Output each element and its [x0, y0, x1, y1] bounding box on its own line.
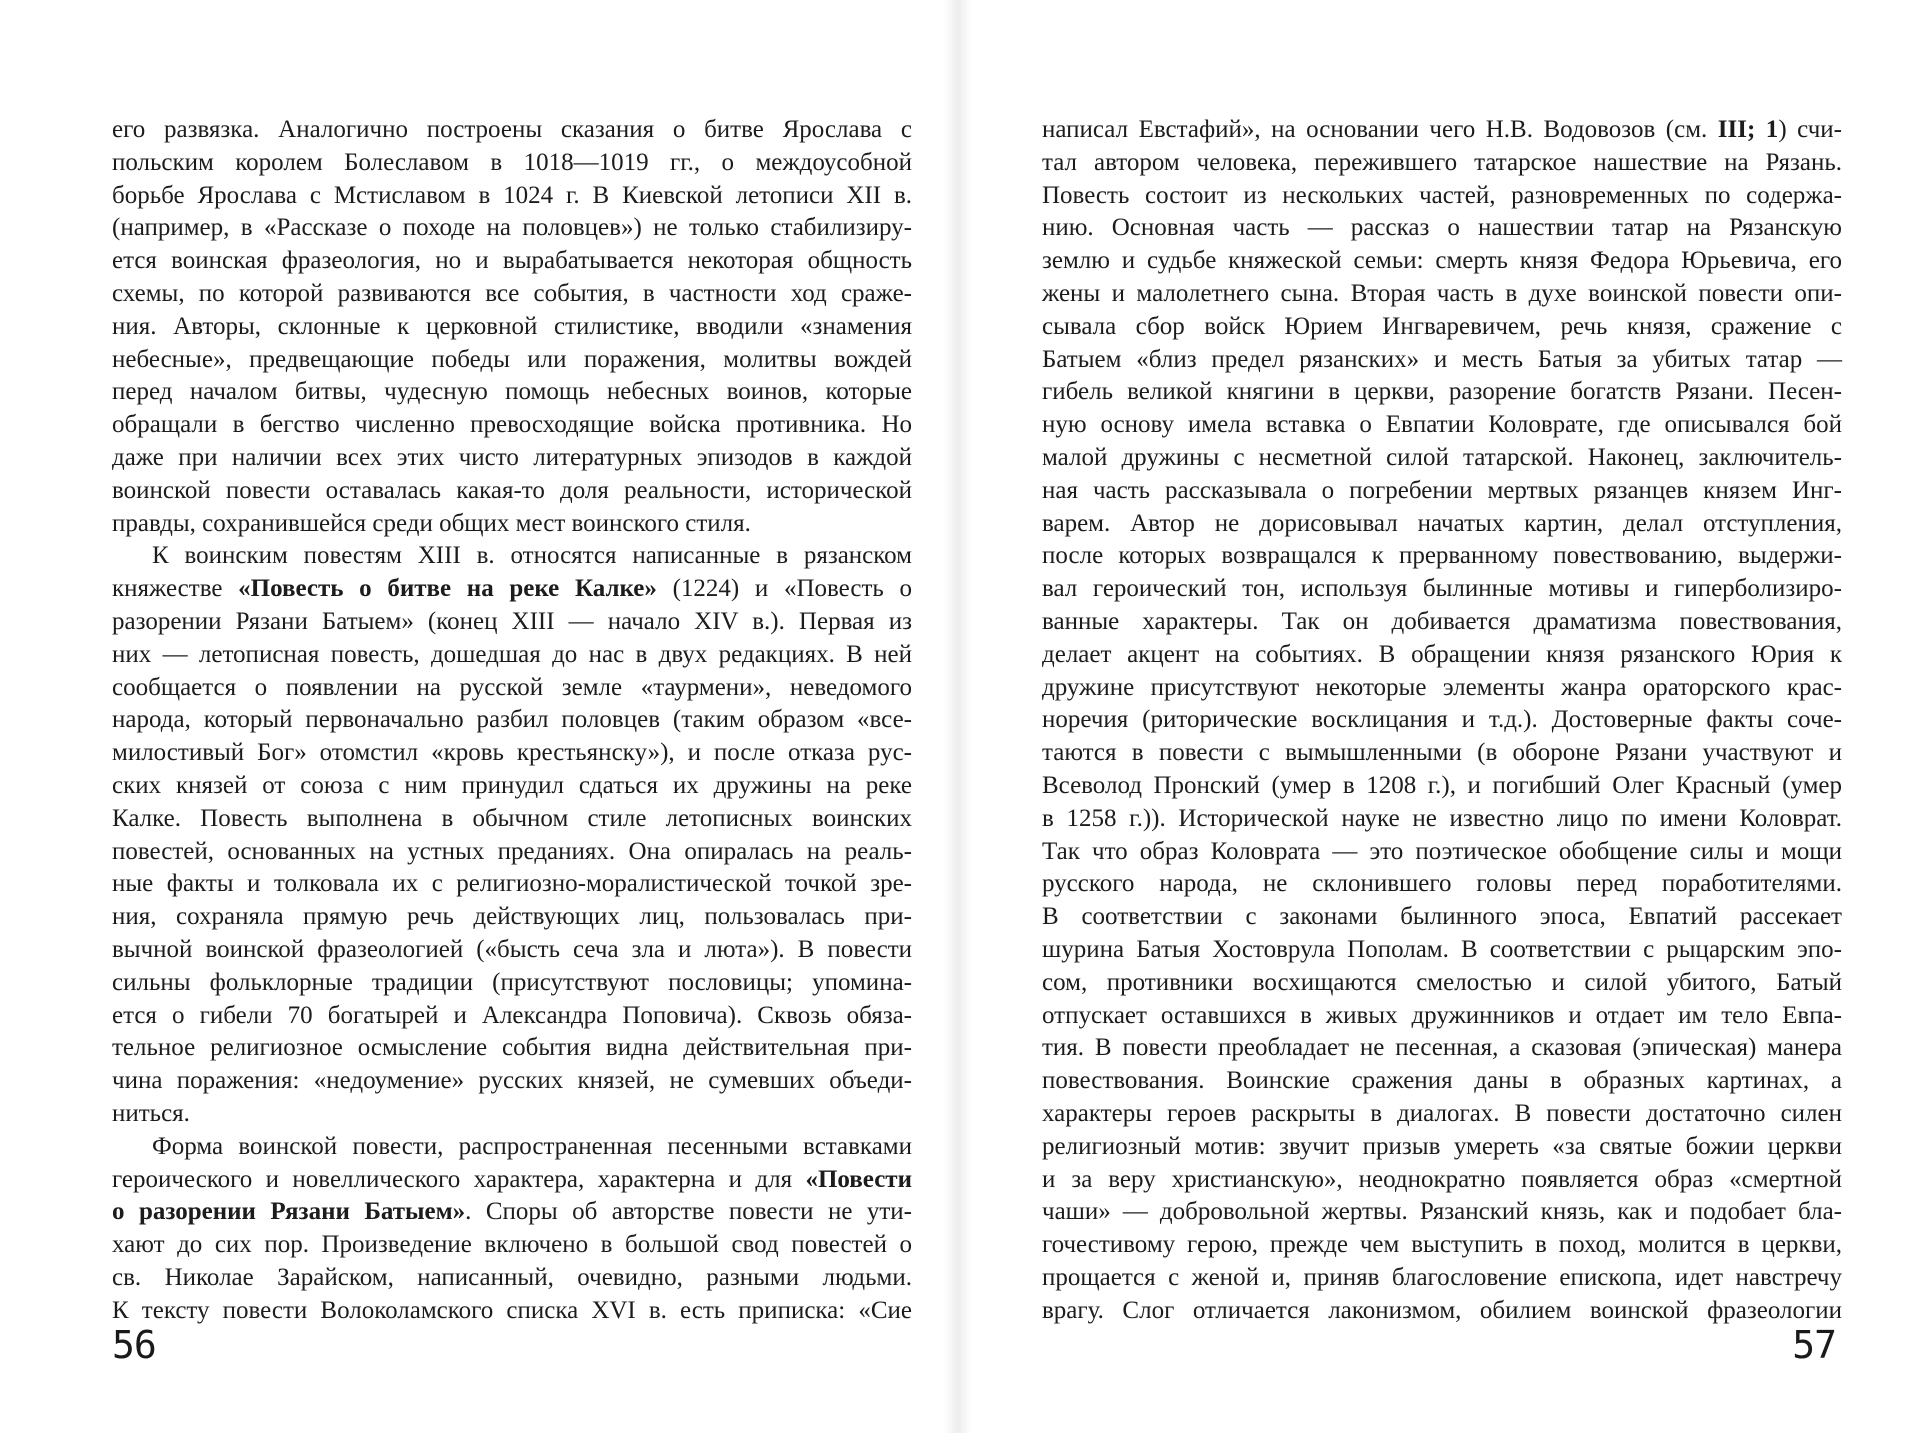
right-page-text: [1042, 114, 1842, 1327]
text-line: [1042, 475, 1842, 508]
text-run: вал героический тон, используя былинные мотивы и гиперболизиро-: [1042, 575, 1842, 603]
text-run: дружине присутствуют некоторые элементы жанра ораторского крас-: [1042, 673, 1842, 701]
text-run: делает акцент на событиях. В обращении князя рязанского Юрия к: [1042, 640, 1842, 668]
text-line: [1042, 1295, 1842, 1328]
text-line: [112, 508, 912, 541]
text-run: ских князей от союза с ним принудил сдаться их дружины на реке: [112, 771, 912, 799]
text-line: [112, 344, 912, 377]
text-run: землю и судьбе княжеской семьи: смерть князя Федора Юрьевича, его: [1042, 247, 1842, 275]
text-line: [1042, 212, 1842, 245]
text-run: милостивый Бог» отомстил «кровь крестьянску»), и после отказа рус-: [112, 739, 912, 767]
text-line: [112, 475, 912, 508]
text-run: ная часть рассказывала о погребении мертвых рязанцев князем Инг-: [1042, 476, 1842, 504]
text-line: [1042, 573, 1842, 606]
text-line: [1042, 704, 1842, 737]
text-run: чаши» — добровольной жертвы. Рязанский князь, как и подобает бла-: [1042, 1198, 1842, 1226]
text-line: [1042, 606, 1842, 639]
text-line: [1042, 376, 1842, 409]
text-run: Всеволод Пронский (умер в 1208 г.), и погибший Олег Красный (умер: [1042, 771, 1842, 799]
text-run: разорении Рязани Батыем» (конец XIII — начало XIV в.). Первая из: [112, 607, 912, 635]
text-run: воинской повести оставалась какая-то доля реальности, исторической: [112, 476, 912, 504]
paragraph: [112, 1131, 912, 1328]
text-run: шурина Батыя Хостоврула Пополам. В соответствии с рыцарским эпо-: [1042, 935, 1842, 963]
text-run: Калке. Повесть выполнена в обычном стиле летописных воинских: [112, 804, 912, 832]
right-page: [958, 0, 1917, 1433]
text-run: прощается с женой и, приняв благословение епископа, идет навстречу: [1042, 1263, 1842, 1291]
text-run: сом, противники восхищаются смелостью и силой убитого, Батый: [1042, 968, 1842, 996]
text-run: характеры героев раскрыты в диалогах. В повести достаточно силен: [1042, 1099, 1842, 1127]
text-run: хают до сих пор. Произведение включено в большой свод повестей о: [112, 1231, 912, 1259]
text-line: [1042, 1196, 1842, 1229]
text-line: [112, 147, 912, 180]
text-line: [1042, 901, 1842, 934]
text-line: [1042, 836, 1842, 869]
text-line: [112, 114, 912, 147]
text-line: [1042, 1229, 1842, 1262]
text-line: [112, 409, 912, 442]
text-run: правды, сохранившейся среди общих мест воинского стиля.: [112, 509, 751, 537]
text-line: [1042, 245, 1842, 278]
text-run: ) счи-: [1778, 116, 1843, 143]
text-run: Так что образ Коловрата — это поэтическое обобщение силы и мощи: [1042, 837, 1842, 865]
text-run: ния, сохраняла прямую речь действующих лиц, пользовалась при-: [112, 903, 912, 931]
text-run: К воинским повестям XIII в. относятся написанные в рязанском: [152, 542, 912, 570]
text-line: [1042, 1065, 1842, 1098]
bold-run: о разорении Рязани Батыем»: [112, 1198, 466, 1226]
text-run: даже при наличии всех этих чисто литературных эпизодов в каждой: [112, 443, 912, 471]
text-run: ную основу имела вставка о Евпатии Коловрате, где описывался бой: [1042, 411, 1842, 439]
text-run: ется воинская фразеология, но и вырабатывается некоторая общность: [112, 247, 912, 275]
text-run: вычной воинской фразеологией («бысть сеча зла и люта»). В повести: [112, 935, 912, 963]
text-run: перед началом битвы, чудесную помощь небесных воинов, которые: [112, 378, 912, 406]
text-line: [1042, 278, 1842, 311]
text-run: повествования. Воинские сражения даны в образных картинах, а: [1042, 1067, 1842, 1095]
text-line: [112, 803, 912, 836]
text-line: [112, 901, 912, 934]
text-run: малой дружины с несметной силой татарской. Наконец, заключитель-: [1042, 443, 1842, 471]
text-line: [1042, 737, 1842, 770]
text-run: них — летописная повесть, дошедшая до нас в двух редакциях. В ней: [112, 640, 912, 668]
text-line: [112, 1032, 912, 1065]
text-line: [1042, 868, 1842, 901]
text-line: [112, 1229, 912, 1262]
text-run: ния. Авторы, склонные к церковной стилистике, вводили «знамения: [112, 312, 912, 340]
left-page-text: [112, 114, 912, 1327]
text-line: [1042, 1000, 1842, 1033]
text-run: княжестве: [112, 575, 239, 603]
text-line: [112, 606, 912, 639]
text-line: [1042, 409, 1842, 442]
text-run: ванные характеры. Так он добивается драматизма повествования,: [1042, 607, 1842, 635]
text-line: [1042, 311, 1842, 344]
text-line: [112, 704, 912, 737]
text-line: [1042, 147, 1842, 180]
text-line: [112, 442, 912, 475]
page-number-right: 57: [1792, 1323, 1836, 1367]
text-run: тельное религиозное осмысление события видна действительная при-: [112, 1034, 912, 1062]
text-run: норечия (риторические восклицания и т.д.). Достоверные факты соче-: [1042, 706, 1842, 734]
text-line: [1042, 770, 1842, 803]
text-line: [112, 573, 912, 606]
text-line: [112, 1262, 912, 1295]
text-run: повестей, основанных на устных преданиях. Она опиралась на реаль-: [112, 837, 912, 865]
text-run: Форма воинской повести, распространенная песенными вставками: [152, 1132, 912, 1160]
text-line: [112, 770, 912, 803]
text-run: . Споры об авторстве повести не ути-: [465, 1198, 912, 1226]
text-line: [112, 639, 912, 672]
text-line: [112, 1000, 912, 1033]
text-run: сильны фольклорные традиции (присутствуют пословицы; упомина-: [112, 968, 912, 996]
text-line: [112, 376, 912, 409]
text-run: св. Николае Зарайском, написанный, очевидно, разными людьми.: [112, 1263, 912, 1291]
text-line: [112, 1065, 912, 1098]
text-run: ниться.: [112, 1099, 190, 1127]
text-run: русского народа, не склонившего головы перед поработителями.: [1042, 870, 1842, 898]
text-line: [112, 737, 912, 770]
text-line: [112, 245, 912, 278]
text-run: народа, который первоначально разбил половцев (таким образом «все-: [112, 706, 912, 734]
paragraph: [112, 540, 912, 1130]
text-run: К тексту повести Волоколамского списка XVI в. есть приписка: «Сие: [112, 1296, 912, 1324]
text-run: героического и новеллического характера, характерна и для: [112, 1165, 806, 1193]
text-run: гочестивому герою, прежде чем выступить в поход, молится в церкви,: [1042, 1231, 1842, 1259]
bold-run: III; 1: [1717, 116, 1779, 143]
text-run: ется о гибели 70 богатырей и Александра Поповича). Сквозь обяза-: [112, 1001, 912, 1029]
text-run: тал автором человека, пережившего татарское нашествие на Рязань.: [1042, 148, 1842, 176]
text-line: [1042, 803, 1842, 836]
page-number-left: 56: [112, 1323, 156, 1367]
text-line: [1042, 672, 1842, 705]
text-run: в 1258 г.)). Исторической науке не известно лицо по имени Коловрат.: [1042, 804, 1842, 832]
text-line: [1042, 508, 1842, 541]
text-line: [112, 212, 912, 245]
text-line: [112, 278, 912, 311]
text-line: [112, 1098, 912, 1131]
text-run: Батыем «близ предел рязанских» и месть Батыя за убитых татар —: [1042, 345, 1842, 373]
text-line: [1042, 934, 1842, 967]
text-line: [1042, 1131, 1842, 1164]
text-run: чина поражения: «недоумение» русских князей, не сумевших объеди-: [112, 1067, 912, 1095]
text-run: отпускает оставшихся в живых дружинников и отдает им тело Евпа-: [1042, 1001, 1842, 1029]
text-line: [112, 836, 912, 869]
text-line: [112, 672, 912, 705]
text-line: [112, 1295, 912, 1328]
text-line: [1042, 1032, 1842, 1065]
text-run: тия. В повести преобладает не песенная, а сказовая (эпическая) манера: [1042, 1034, 1842, 1062]
text-run: врагу. Слог отличается лаконизмом, обилием воинской фразеологии: [1042, 1296, 1842, 1324]
text-run: нию. Основная часть — рассказ о нашествии татар на Рязанскую: [1042, 214, 1842, 242]
text-run: после которых возвращался к прерванному повествованию, выдержи-: [1042, 542, 1842, 570]
text-line: [112, 1131, 912, 1164]
text-line: [1042, 967, 1842, 1000]
text-run: (например, в «Рассказе о походе на половцев») не только стабилизиру-: [112, 214, 912, 242]
text-line: [1042, 1262, 1842, 1295]
text-line: [1042, 1164, 1842, 1197]
paragraph: [112, 114, 912, 540]
text-run: ные факты и толковала их с религиозно-моралистической точкой зре-: [112, 870, 912, 898]
text-run: (1224) и «Повесть о: [656, 575, 913, 603]
text-run: В соответствии с законами былинного эпоса, Евпатий рассекает: [1042, 903, 1842, 931]
text-run: небесные», предвещающие победы или поражения, молитвы вождей: [112, 345, 912, 373]
text-run: обращали в бегство численно превосходящие войска противника. Но: [112, 411, 912, 439]
text-run: религиозный мотив: звучит призыв умереть «за святые божии церкви: [1042, 1132, 1842, 1160]
left-page: [0, 0, 958, 1433]
text-run: Повесть состоит из нескольких частей, разновременных по содержа-: [1042, 181, 1842, 209]
text-run: написал Евстафий», на основании чего Н.В. Водовозов (см.: [1042, 116, 1718, 143]
text-line: [1042, 540, 1842, 573]
text-line: [1042, 442, 1842, 475]
text-line: [1042, 639, 1842, 672]
text-line: [112, 311, 912, 344]
text-line: [112, 868, 912, 901]
bold-run: «Повесть о битве на реке Калке»: [238, 575, 657, 603]
text-run: его развязка. Аналогично построены сказания о битве Ярослава с: [112, 116, 912, 143]
text-run: польским королем Болеславом в 1018—1019 гг., о междоусобной: [112, 148, 912, 176]
text-line: [1042, 180, 1842, 213]
paragraph: [1042, 114, 1842, 1327]
text-line: [1042, 114, 1842, 147]
text-line: [112, 1164, 912, 1197]
text-run: сообщается о появлении на русской земле «таурмени», неведомого: [112, 673, 912, 701]
text-run: жены и малолетнего сына. Вторая часть в духе воинской повести опи-: [1042, 279, 1842, 307]
text-run: схемы, по которой развиваются все события, в частности ход сраже-: [112, 279, 912, 307]
text-line: [112, 1196, 912, 1229]
bold-run: «Повести: [805, 1165, 912, 1193]
text-line: [1042, 344, 1842, 377]
text-run: борьбе Ярослава с Мстиславом в 1024 г. В Киевской летописи XII в.: [112, 181, 912, 209]
text-line: [112, 967, 912, 1000]
text-line: [112, 180, 912, 213]
text-run: варем. Автор не дорисовывал начатых картин, делал отступления,: [1042, 509, 1842, 537]
text-line: [112, 540, 912, 573]
text-run: таются в повести с вымышленными (в обороне Рязани участвуют и: [1042, 739, 1842, 767]
text-line: [1042, 1098, 1842, 1131]
text-run: сывала сбор войск Юрием Ингваревичем, речь князя, сражение с: [1042, 312, 1842, 340]
text-run: гибель великой княгини в церкви, разорение богатств Рязани. Песен-: [1042, 378, 1842, 406]
text-line: [112, 934, 912, 967]
text-run: и за веру христианскую», неоднократно появляется образ «смертной: [1042, 1165, 1842, 1193]
